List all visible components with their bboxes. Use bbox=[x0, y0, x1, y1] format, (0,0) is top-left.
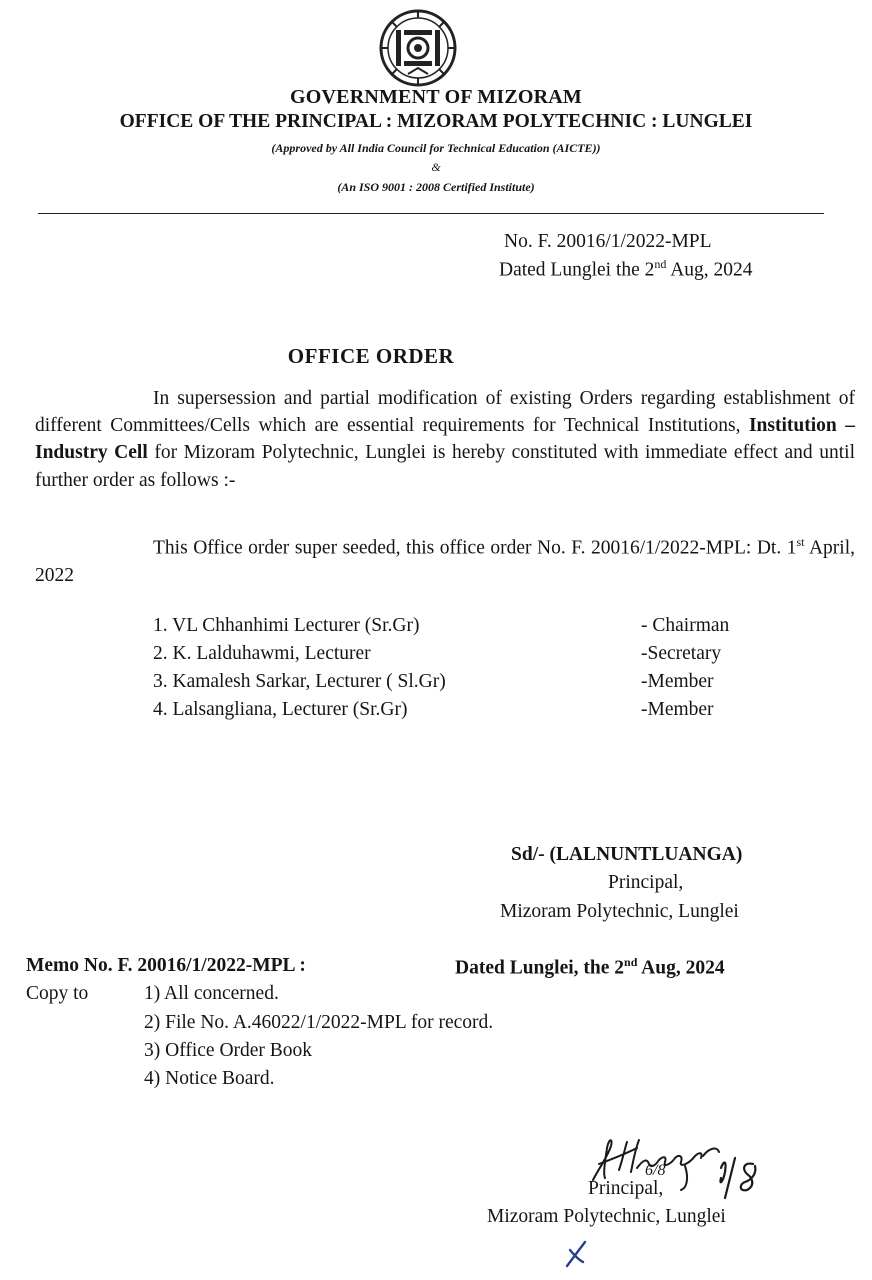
memo-date bbox=[455, 955, 725, 980]
copy-item: 2) File No. A.46022/1/2022-MPL for record. bbox=[144, 1012, 494, 1033]
member-role: -Member bbox=[641, 671, 714, 692]
reference-date-sup: nd bbox=[654, 257, 667, 271]
header-divider bbox=[38, 213, 824, 214]
copy-item: 4) Notice Board. bbox=[144, 1068, 275, 1089]
member-role: -Member bbox=[641, 699, 714, 720]
para2-text: This Office order super seeded, this office order No. F. 20016/1/2022-MPL: Dt. 1 bbox=[153, 537, 797, 559]
memo-date-sup: nd bbox=[624, 955, 638, 969]
reference-date-prefix: Dated Lunglei the 2 bbox=[499, 259, 655, 281]
member-name: 4. Lalsangliana, Lecturer (Sr.Gr) bbox=[153, 699, 408, 720]
reference-date-suffix: Aug, 2024 bbox=[666, 259, 753, 281]
memo-number: Memo No. F. 20016/1/2022-MPL : bbox=[26, 955, 306, 976]
header-approval: (Approved by All India Council for Technical Education (AICTE)) bbox=[271, 141, 601, 155]
header-ampersand: & bbox=[431, 160, 441, 174]
member-name: 2. K. Lalduhawmi, Lecturer bbox=[153, 643, 371, 664]
copy-item: 3) Office Order Book bbox=[144, 1040, 313, 1061]
member-name: 3. Kamalesh Sarkar, Lecturer ( Sl.Gr) bbox=[153, 671, 446, 692]
member-name: 1. VL Chhanhimi Lecturer (Sr.Gr) bbox=[153, 615, 420, 636]
member-role: -Secretary bbox=[641, 643, 722, 664]
header-government: GOVERNMENT OF MIZORAM bbox=[290, 86, 582, 108]
pen-tick-mark bbox=[563, 1240, 589, 1270]
order-paragraph-2 bbox=[35, 529, 855, 589]
para1-text: In supersession and partial modification of existing Orders regarding establishment of different Committees/Cells which are essential requirements for Technical Institutions, bbox=[35, 388, 855, 437]
para2-sup: st bbox=[796, 535, 805, 549]
para1-text-end: for Mizoram Polytechnic, Lunglei is hereby constituted with immediate effect and until further order as follows :- bbox=[35, 442, 855, 491]
signature-designation: Principal, bbox=[588, 1178, 664, 1199]
signature-institute: Mizoram Polytechnic, Lunglei bbox=[487, 1206, 726, 1227]
order-title: OFFICE ORDER bbox=[287, 344, 455, 368]
copy-to-label: Copy to bbox=[26, 983, 89, 1004]
signatory-designation: Principal, bbox=[608, 872, 684, 893]
order-paragraph-1 bbox=[35, 385, 855, 494]
header-iso: (An ISO 9001 : 2008 Certified Institute) bbox=[337, 180, 535, 194]
reference-date bbox=[499, 257, 753, 282]
signatory-sd: Sd/- (LALNUNTLUANGA) bbox=[511, 844, 743, 865]
memo-date-suffix: Aug, 2024 bbox=[637, 957, 725, 979]
cell-name: Institution – Industry Cell bbox=[35, 415, 855, 464]
handwritten-date: 6/8 bbox=[645, 1162, 666, 1179]
reference-number: No. F. 20016/1/2022-MPL bbox=[504, 231, 712, 252]
institute-emblem-icon bbox=[378, 8, 458, 88]
memo-date-prefix: Dated Lunglei, the 2 bbox=[455, 957, 625, 979]
member-role: - Chairman bbox=[641, 615, 730, 636]
header-office: OFFICE OF THE PRINCIPAL : MIZORAM POLYTECHNIC : LUNGLEI bbox=[119, 111, 753, 132]
copy-item: 1) All concerned. bbox=[144, 983, 279, 1004]
para2-text-end: April, 2022 bbox=[35, 537, 856, 586]
signatory-institute: Mizoram Polytechnic, Lunglei bbox=[500, 901, 739, 922]
